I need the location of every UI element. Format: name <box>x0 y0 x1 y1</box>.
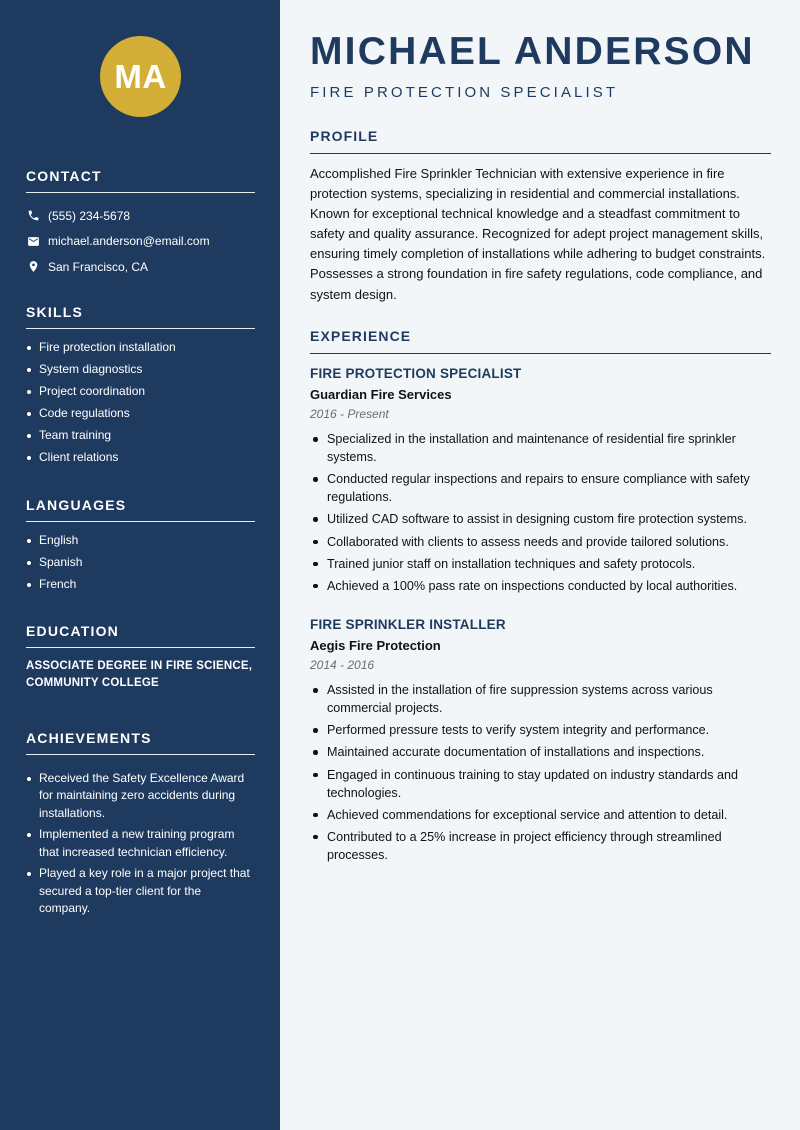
job-bullet: Specialized in the installation and maintenance of residential fire sprinkler systems. <box>310 430 771 466</box>
skill-item: Code regulations <box>26 405 255 422</box>
language-item: English <box>26 532 255 549</box>
profile-text: Accomplished Fire Sprinkler Technician with extensive experience in fire protection systems, specializing in residential and commercial installations. Known for exceptional technical knowledge and a steadfast commitment to safety and quality assurance. Recognized for adept project management skills, ensuring timely completion of installations while adhering to budget constraints. Possesses a strong foundation in fire safety regulations, code compliance, and system design. <box>310 166 766 302</box>
job-bullet: Utilized CAD software to assist in designing custom fire protection systems. <box>310 510 771 528</box>
job-bullets <box>310 430 771 595</box>
skill-item: Team training <box>26 427 255 444</box>
skill-item: Client relations <box>26 449 255 466</box>
skill-item: System diagnostics <box>26 361 255 378</box>
education-degree <box>26 658 255 692</box>
skills-heading: SKILLS <box>26 304 255 329</box>
job-company: Aegis Fire Protection <box>310 638 441 653</box>
job-bullet: Contributed to a 25% increase in project efficiency through streamlined processes. <box>310 828 771 864</box>
skill-item: Project coordination <box>26 383 255 400</box>
contact-email <box>26 229 255 255</box>
job-bullet: Achieved a 100% pass rate on inspections conducted by local authorities. <box>310 577 771 595</box>
education-section <box>26 623 255 692</box>
sidebar <box>0 0 280 1130</box>
profile-section <box>310 128 771 305</box>
job-entry <box>310 617 771 868</box>
language-item: French <box>26 576 255 593</box>
education-line-2: COMMUNITY COLLEGE <box>26 677 159 689</box>
job-bullets <box>310 681 771 864</box>
languages-heading: LANGUAGES <box>26 497 255 522</box>
candidate-name: MICHAEL ANDERSON <box>310 30 755 73</box>
skills-list <box>26 339 255 466</box>
candidate-title: FIRE PROTECTION SPECIALIST <box>310 84 619 101</box>
contact-location-text: San Francisco, CA <box>48 259 149 274</box>
achievements-list <box>26 770 255 917</box>
contact-email-text: michael.anderson@email.com <box>48 234 210 249</box>
job-company: Guardian Fire Services <box>310 387 452 402</box>
location-pin-icon <box>26 260 40 274</box>
experience-section <box>310 328 771 354</box>
contact-heading: CONTACT <box>26 168 255 193</box>
job-bullet: Maintained accurate documentation of installations and inspections. <box>310 743 771 761</box>
job-title: FIRE PROTECTION SPECIALIST <box>310 366 522 381</box>
job-bullet: Achieved commendations for exceptional service and attention to detail. <box>310 806 771 824</box>
contact-location <box>26 254 255 280</box>
job-dates: 2014 - 2016 <box>310 658 375 672</box>
job-entry <box>310 366 771 599</box>
job-bullet: Assisted in the installation of fire suppression systems across various commercial projects. <box>310 681 771 717</box>
job-bullet: Performed pressure tests to verify system integrity and performance. <box>310 721 771 739</box>
profile-heading: PROFILE <box>310 128 771 154</box>
phone-icon <box>26 209 40 223</box>
job-bullet: Trained junior staff on installation techniques and safety protocols. <box>310 555 771 573</box>
contact-phone <box>26 203 255 229</box>
avatar-initials: MA <box>114 57 167 95</box>
achievement-item: Implemented a new training program that increased technician efficiency. <box>26 826 255 861</box>
job-bullet: Engaged in continuous training to stay updated on industry standards and technologies. <box>310 766 771 802</box>
skills-section <box>26 304 255 471</box>
job-title: FIRE SPRINKLER INSTALLER <box>310 617 506 632</box>
languages-list <box>26 532 255 593</box>
education-heading: EDUCATION <box>26 623 255 648</box>
avatar <box>100 36 181 117</box>
contact-phone-text: (555) 234-5678 <box>48 208 131 223</box>
contact-list <box>26 203 255 280</box>
education-line-1: ASSOCIATE DEGREE IN FIRE SCIENCE, <box>26 660 253 672</box>
email-icon <box>26 234 40 248</box>
job-bullet: Collaborated with clients to assess needs and provide tailored solutions. <box>310 533 771 551</box>
language-item: Spanish <box>26 554 255 571</box>
skill-item: Fire protection installation <box>26 339 255 356</box>
languages-section <box>26 497 255 598</box>
experience-heading: EXPERIENCE <box>310 328 771 354</box>
job-bullet: Conducted regular inspections and repairs to ensure compliance with safety regulations. <box>310 470 771 506</box>
job-dates: 2016 - Present <box>310 407 389 421</box>
achievement-item: Received the Safety Excellence Award for maintaining zero accidents during installations. <box>26 770 255 822</box>
achievement-item: Played a key role in a major project that secured a top-tier client for the company. <box>26 865 255 917</box>
achievements-section <box>26 730 255 922</box>
achievements-heading: ACHIEVEMENTS <box>26 730 255 755</box>
contact-section <box>26 168 255 280</box>
